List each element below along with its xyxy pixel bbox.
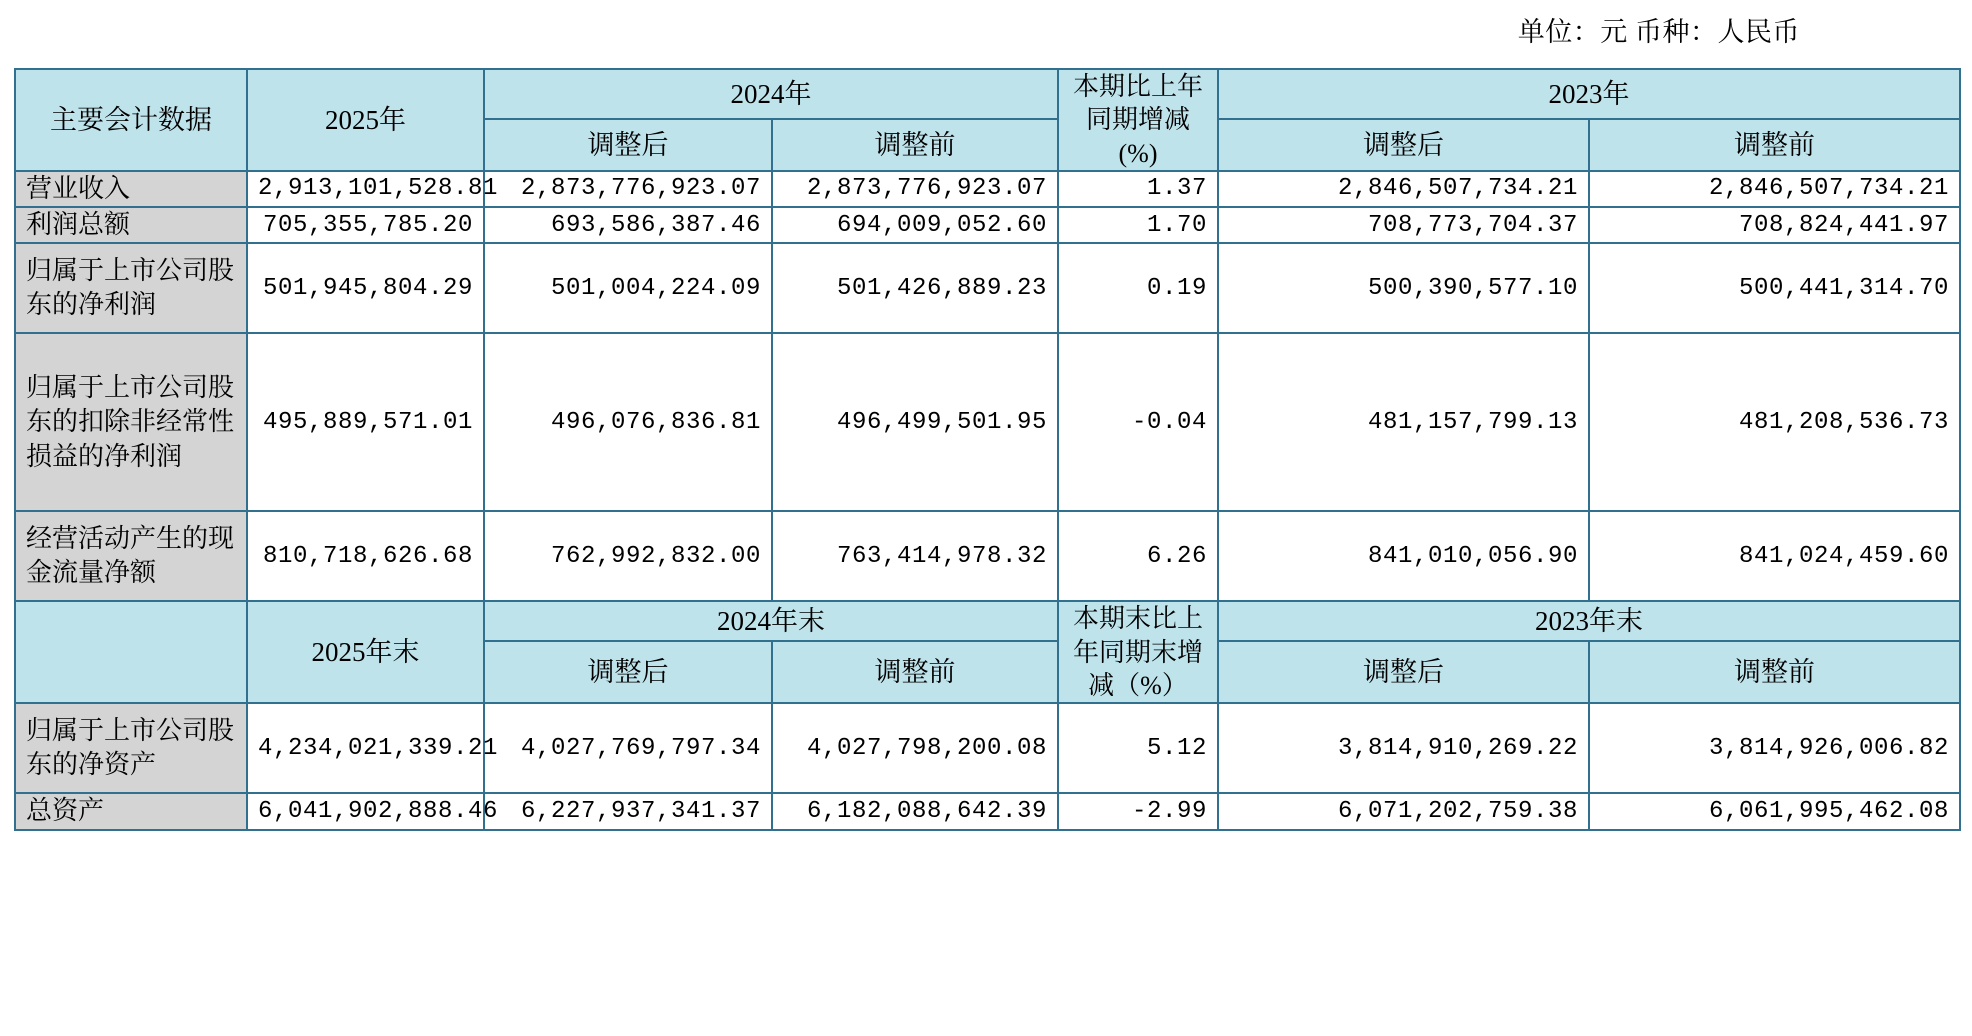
financial-summary-table — [14, 68, 1961, 831]
cell-change: -0.04 — [1058, 333, 1218, 511]
header2-2024: 2024年末 — [484, 601, 1058, 641]
cell-2024-unadjusted: 2,873,776,923.07 — [772, 171, 1058, 207]
cell-2023-adjusted: 500,390,577.10 — [1218, 243, 1589, 333]
cell-2023-unadjusted: 708,824,441.97 — [1589, 207, 1960, 243]
table-row — [15, 703, 1960, 793]
header-2024-unadjusted: 调整前 — [772, 119, 1058, 171]
header2-2024-unadjusted: 调整前 — [772, 641, 1058, 703]
header-2023-unadjusted: 调整前 — [1589, 119, 1960, 171]
cell-2023-unadjusted: 500,441,314.70 — [1589, 243, 1960, 333]
table-header2-row-top — [15, 601, 1960, 641]
cell-2023-adjusted: 841,010,056.90 — [1218, 511, 1589, 601]
table-row — [15, 511, 1960, 601]
cell-2024-unadjusted: 763,414,978.32 — [772, 511, 1058, 601]
cell-2023-adjusted: 3,814,910,269.22 — [1218, 703, 1589, 793]
cell-2025: 705,355,785.20 — [247, 207, 484, 243]
row-label: 营业收入 — [15, 171, 247, 207]
cell-2024-adjusted: 6,227,937,341.37 — [484, 793, 772, 829]
row-label: 归属于上市公司股东的净利润 — [15, 243, 247, 333]
header-2023-adjusted: 调整后 — [1218, 119, 1589, 171]
cell-change: 1.37 — [1058, 171, 1218, 207]
cell-2023-adjusted: 6,071,202,759.38 — [1218, 793, 1589, 829]
header-main-label: 主要会计数据 — [15, 69, 247, 171]
cell-2023-unadjusted: 481,208,536.73 — [1589, 333, 1960, 511]
cell-2025: 2,913,101,528.81 — [247, 171, 484, 207]
header-2025: 2025年 — [247, 69, 484, 171]
row-label: 经营活动产生的现金流量净额 — [15, 511, 247, 601]
cell-2025: 810,718,626.68 — [247, 511, 484, 601]
cell-2024-unadjusted: 4,027,798,200.08 — [772, 703, 1058, 793]
cell-2025: 501,945,804.29 — [247, 243, 484, 333]
header-change-rate: 本期比上年同期增减(%) — [1058, 69, 1218, 171]
cell-2023-unadjusted: 841,024,459.60 — [1589, 511, 1960, 601]
row-label: 利润总额 — [15, 207, 247, 243]
row-label: 归属于上市公司股东的扣除非经常性损益的净利润 — [15, 333, 247, 511]
cell-2024-adjusted: 501,004,224.09 — [484, 243, 772, 333]
row-label: 归属于上市公司股东的净资产 — [15, 703, 247, 793]
table-row — [15, 171, 1960, 207]
cell-change: 0.19 — [1058, 243, 1218, 333]
cell-2024-adjusted: 693,586,387.46 — [484, 207, 772, 243]
cell-2023-unadjusted: 3,814,926,006.82 — [1589, 703, 1960, 793]
cell-2024-adjusted: 762,992,832.00 — [484, 511, 772, 601]
cell-2023-adjusted: 2,846,507,734.21 — [1218, 171, 1589, 207]
header-2023: 2023年 — [1218, 69, 1960, 119]
cell-2024-adjusted: 496,076,836.81 — [484, 333, 772, 511]
table-row — [15, 333, 1960, 511]
unit-note: 单位：元 币种：人民币 — [1517, 17, 1800, 47]
cell-2024-unadjusted: 6,182,088,642.39 — [772, 793, 1058, 829]
cell-2023-adjusted: 481,157,799.13 — [1218, 333, 1589, 511]
cell-2023-adjusted: 708,773,704.37 — [1218, 207, 1589, 243]
table-row — [15, 793, 1960, 829]
cell-2024-adjusted: 4,027,769,797.34 — [484, 703, 772, 793]
cell-2024-unadjusted: 694,009,052.60 — [772, 207, 1058, 243]
header-2024-adjusted: 调整后 — [484, 119, 772, 171]
cell-change: 6.26 — [1058, 511, 1218, 601]
header2-2023: 2023年末 — [1218, 601, 1960, 641]
cell-change: 1.70 — [1058, 207, 1218, 243]
header2-2025: 2025年末 — [247, 601, 484, 703]
cell-2025: 495,889,571.01 — [247, 333, 484, 511]
cell-change: -2.99 — [1058, 793, 1218, 829]
row-label: 总资产 — [15, 793, 247, 829]
cell-2025: 6,041,902,888.46 — [247, 793, 484, 829]
cell-change: 5.12 — [1058, 703, 1218, 793]
header2-2024-adjusted: 调整后 — [484, 641, 772, 703]
table-row — [15, 243, 1960, 333]
table-row — [15, 207, 1960, 243]
cell-2024-adjusted: 2,873,776,923.07 — [484, 171, 772, 207]
cell-2025: 4,234,021,339.21 — [247, 703, 484, 793]
cell-2024-unadjusted: 496,499,501.95 — [772, 333, 1058, 511]
cell-2023-unadjusted: 6,061,995,462.08 — [1589, 793, 1960, 829]
header2-2023-unadjusted: 调整前 — [1589, 641, 1960, 703]
header2-main-label — [15, 601, 247, 703]
cell-2023-unadjusted: 2,846,507,734.21 — [1589, 171, 1960, 207]
header2-2023-adjusted: 调整后 — [1218, 641, 1589, 703]
cell-2024-unadjusted: 501,426,889.23 — [772, 243, 1058, 333]
header-2024: 2024年 — [484, 69, 1058, 119]
table-header-row-top — [15, 69, 1960, 119]
header2-change-rate: 本期末比上年同期末增减（%） — [1058, 601, 1218, 703]
